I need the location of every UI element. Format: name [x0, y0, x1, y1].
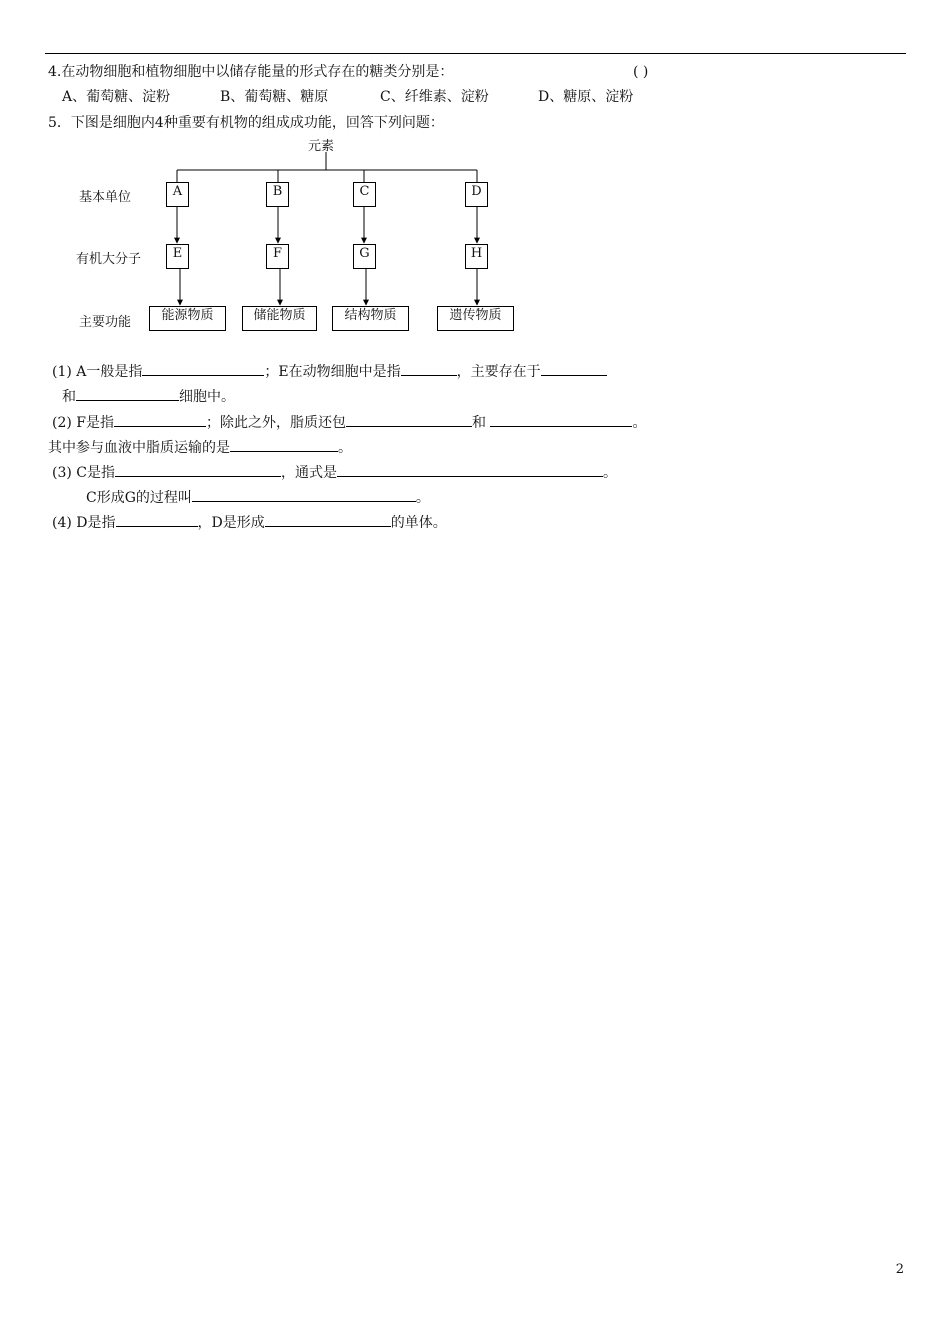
answer-blank[interactable]	[265, 511, 391, 527]
answer-blank[interactable]	[401, 360, 457, 376]
function-box-genetic: 遗传物质	[437, 306, 514, 331]
q5-sub3-line1: (3) C是指 ，通式是 。	[52, 461, 617, 483]
q5-sub4-line: (4) D是指 ，D是形成 的单体。	[52, 511, 447, 533]
page-number: 2	[895, 1262, 904, 1277]
unit-box-c: C	[353, 182, 376, 207]
answer-blank[interactable]	[116, 511, 198, 527]
q4-answer-bracket: ( )	[633, 64, 649, 80]
answer-blank[interactable]	[114, 411, 206, 427]
q4-option-d: D、糖原、淀粉	[538, 89, 634, 105]
q5-sub1-line1: (1) A一般是指 ；E在动物细胞中是指 ，主要存在于	[52, 360, 607, 382]
row-label-function: 主要功能	[79, 315, 132, 330]
q5-sub2-line2: 其中参与血液中脂质运输的是 。	[48, 436, 352, 458]
diagram-root-label: 元素	[308, 139, 335, 154]
answer-blank[interactable]	[337, 461, 603, 477]
unit-box-d: D	[465, 182, 488, 207]
answer-blank[interactable]	[490, 411, 632, 427]
q4-stem: 4.在动物细胞和植物细胞中以储存能量的形式存在的糖类分别是：	[48, 64, 454, 80]
row-label-macromolecule: 有机大分子	[76, 252, 142, 267]
answer-blank[interactable]	[541, 360, 607, 376]
header-rule	[45, 53, 906, 54]
macromolecule-box-g: G	[353, 244, 376, 269]
macromolecule-box-h: H	[465, 244, 488, 269]
function-box-storage: 储能物质	[242, 306, 317, 331]
answer-blank[interactable]	[346, 411, 472, 427]
q5-stem: 5．下图是细胞内4种重要有机物的组成成功能，回答下列问题：	[48, 115, 444, 131]
q5-sub2-line1: (2) F是指 ；除此之外，脂质还包 和 。	[52, 411, 646, 433]
macromolecule-box-e: E	[166, 244, 189, 269]
q4-option-c: C、纤维素、淀粉	[380, 89, 489, 105]
q4-option-a: A、葡萄糖、淀粉	[62, 89, 171, 105]
answer-blank[interactable]	[142, 360, 264, 376]
organic-compounds-diagram	[70, 130, 530, 350]
q4-option-b: B、葡萄糖、糖原	[220, 89, 329, 105]
row-label-basic-unit: 基本单位	[79, 190, 132, 205]
answer-blank[interactable]	[115, 461, 281, 477]
answer-blank[interactable]	[76, 385, 179, 401]
function-box-structure: 结构物质	[332, 306, 409, 331]
q5-sub3-line2: C形成G的过程叫 。	[86, 486, 430, 508]
macromolecule-box-f: F	[266, 244, 289, 269]
q5-sub1-line2: 和 细胞中。	[62, 385, 235, 407]
unit-box-a: A	[166, 182, 189, 207]
unit-box-b: B	[266, 182, 289, 207]
function-box-energy: 能源物质	[149, 306, 226, 331]
answer-blank[interactable]	[230, 436, 338, 452]
answer-blank[interactable]	[192, 486, 416, 502]
